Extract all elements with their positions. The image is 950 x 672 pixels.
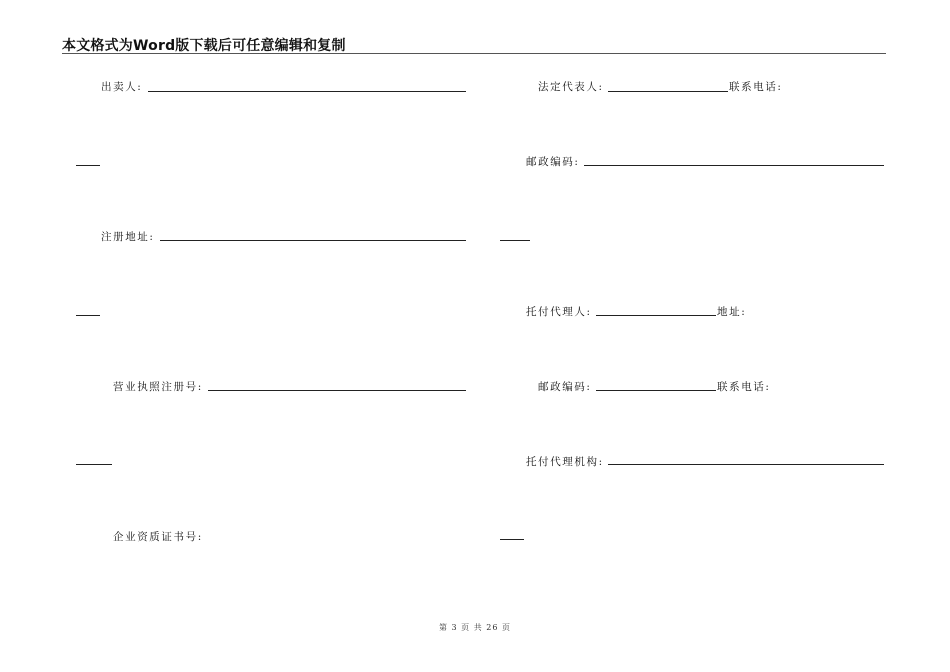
phone-label-1: 联系电话: (729, 81, 783, 93)
reg-address-blank-continuation (76, 315, 100, 316)
reg-address-blank-line (160, 240, 466, 241)
postcode-2-blank-line (596, 390, 716, 391)
agency-blank-line (608, 464, 884, 465)
seller-blank-line (148, 91, 466, 92)
agency-blank-continuation (500, 539, 524, 540)
header-divider (62, 53, 886, 54)
phone-label-2: 联系电话: (717, 381, 771, 393)
address-label: 地址: (717, 306, 747, 318)
license-blank-line (208, 390, 466, 391)
seller-label: 出卖人: (101, 81, 143, 93)
seller-blank-continuation (76, 165, 100, 166)
reg-address-label: 注册地址: (101, 231, 155, 243)
postcode-label-1: 邮政编码: (526, 156, 580, 168)
document-header-title: 本文格式为Word版下载后可任意编辑和复制 (62, 38, 346, 54)
legal-rep-blank-line (608, 91, 728, 92)
qualification-label: 企业资质证书号: (113, 531, 203, 543)
postcode-label-2: 邮政编码: (538, 381, 592, 393)
agency-label: 托付代理机构: (526, 456, 604, 468)
postcode-1-blank-line (584, 165, 884, 166)
license-label: 营业执照注册号: (113, 381, 203, 393)
postcode-1-blank-continuation (500, 240, 530, 241)
legal-rep-label: 法定代表人: (538, 81, 604, 93)
page-number: 第 3 页 共 26 页 (439, 623, 511, 632)
license-blank-continuation (76, 464, 112, 465)
agent-blank-line (596, 315, 716, 316)
agent-label: 托付代理人: (526, 306, 592, 318)
